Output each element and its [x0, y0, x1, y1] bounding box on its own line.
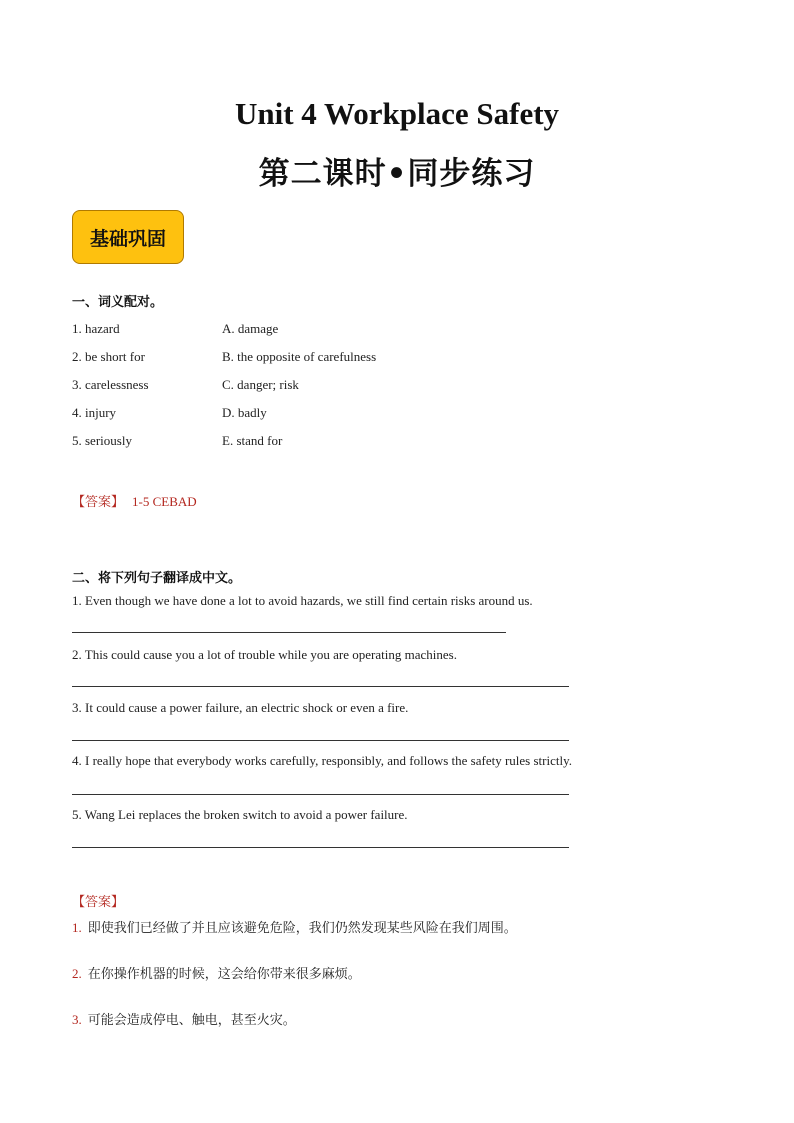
section2-heading: 二、将下列句子翻译成中文。 — [72, 571, 242, 586]
sentence-2: 2. This could cause you a lot of trouble while you are operating machines. — [72, 647, 457, 662]
match-row — [72, 349, 377, 365]
match-term: 1. hazard — [72, 321, 120, 336]
section1-heading: 一、词义配对。 — [72, 295, 164, 310]
sentence-3: 3. It could cause a power failure, an electric shock or even a fire. — [72, 700, 409, 715]
match-definition: A. damage — [222, 321, 279, 336]
match-definition: C. danger; risk — [222, 377, 299, 392]
sentence-1: 1. Even though we have done a lot to avoid hazards, we still find certain risks around us. — [72, 593, 533, 608]
answer-blank-4 — [72, 794, 569, 795]
translation-number: 2. — [72, 966, 82, 981]
translation-number: 3. — [72, 1012, 82, 1027]
sentence-4: 4. I really hope that everybody works carefully, responsibly, and follows the safety rules strictly. — [72, 753, 572, 768]
section-badge: 基础巩固 — [72, 210, 184, 264]
document-subtitle: 第二课时•同步练习 — [258, 156, 536, 192]
match-term: 4. injury — [72, 405, 117, 420]
match-definition: E. stand for — [222, 433, 283, 448]
match-term: 2. be short for — [72, 349, 145, 364]
section2-answer-label: 【答案】 — [72, 895, 125, 910]
translation-1 — [72, 917, 517, 936]
match-definition: D. badly — [222, 405, 267, 420]
translation-text: 可能会造成停电、触电，甚至火灾。 — [87, 1013, 296, 1028]
translation-3 — [72, 1009, 296, 1028]
translation-text: 即使我们已经做了并且应该避免危险，我们仍然发现某些风险在我们周围。 — [87, 921, 517, 936]
section1-answer — [72, 491, 197, 510]
match-term: 3. carelessness — [72, 377, 149, 392]
match-row — [72, 405, 267, 421]
match-row — [72, 433, 283, 449]
answer-blank-5 — [72, 847, 569, 848]
sentence-5: 5. Wang Lei replaces the broken switch to avoid a power failure. — [72, 807, 408, 822]
translation-text: 在你操作机器的时候，这会给你带来很多麻烦。 — [87, 967, 361, 982]
answer-value: 1-5 CEBAD — [132, 494, 197, 509]
answer-blank-2 — [72, 686, 569, 687]
translation-2 — [72, 963, 361, 982]
answer-label: 【答案】 — [72, 495, 125, 510]
match-term: 5. seriously — [72, 433, 132, 448]
answer-blank-1 — [72, 632, 506, 633]
document-title: Unit 4 Workplace Safety — [234, 96, 560, 131]
match-row — [72, 321, 279, 337]
match-definition: B. the opposite of carefulness — [222, 349, 377, 364]
answer-blank-3 — [72, 740, 569, 741]
match-row — [72, 377, 299, 393]
translation-number: 1. — [72, 920, 82, 935]
